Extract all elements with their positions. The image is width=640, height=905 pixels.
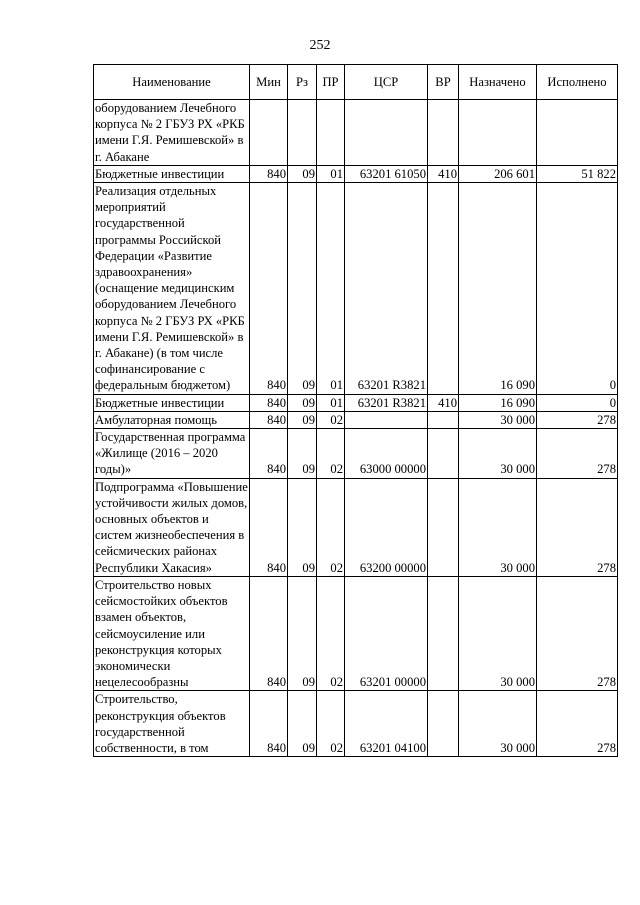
row-csr: 63200 00000 [345,478,428,576]
table-row [94,165,618,182]
row-planned: 30 000 [459,691,537,757]
row-min: 840 [250,429,288,479]
row-pr [317,100,345,166]
row-planned: 206 601 [459,165,537,182]
row-min: 840 [250,576,288,690]
row-min: 840 [250,165,288,182]
row-name: Реализация отдельных мероприятий государственной программы Российской Федерации «Развитие здравоохранения» (оснащение медицинским оборудованием Лечебного корпуса № 2 ГБУЗ РХ «РКБ имени Г.Я. Ремишевской» в г. Абакане) (в том числе софинансирование с федеральным бюджетом) [94,183,250,395]
row-planned: 30 000 [459,429,537,479]
row-rz: 09 [288,478,317,576]
table-row [94,691,618,757]
row-planned: 16 090 [459,183,537,395]
row-executed: 278 [537,411,618,428]
row-csr: 63201 00000 [345,576,428,690]
row-name: Строительство, реконструкция объектов государственной собственности, в том [94,691,250,757]
row-pr: 02 [317,691,345,757]
header-vr: ВР [428,65,459,100]
row-executed: 278 [537,429,618,479]
row-vr [428,183,459,395]
row-vr [428,576,459,690]
row-vr [428,100,459,166]
row-min: 840 [250,691,288,757]
row-executed: 51 822 [537,165,618,182]
row-vr [428,411,459,428]
row-executed: 0 [537,394,618,411]
row-rz: 09 [288,165,317,182]
row-executed: 278 [537,576,618,690]
budget-table [93,64,618,757]
row-name: Строительство новых сейсмостойких объектов взамен объектов, сейсмоусиление или реконструкция которых экономически нецелесообразны [94,576,250,690]
row-min [250,100,288,166]
header-pr: ПР [317,65,345,100]
row-vr [428,478,459,576]
page-number: 252 [309,38,331,53]
row-rz: 09 [288,429,317,479]
row-name: Подпрограмма «Повышение устойчивости жилых домов, основных объектов и систем жизнеобеспечения в сейсмических районах Республики Хакасия» [95,479,248,575]
row-pr: 02 [317,478,345,576]
row-csr: 63000 00000 [345,429,428,479]
row-pr: 02 [317,411,345,428]
table-header-row [94,65,618,100]
header-planned: Назначено [459,65,537,100]
row-executed: 278 [537,478,618,576]
row-name: Амбулаторная помощь [94,411,250,428]
row-min: 840 [250,478,288,576]
row-vr: 410 [428,165,459,182]
table-row [94,100,618,166]
row-vr [428,691,459,757]
row-executed: 278 [537,691,618,757]
row-planned: 30 000 [459,411,537,428]
row-vr: 410 [428,394,459,411]
row-pr: 01 [317,394,345,411]
row-planned: 30 000 [459,576,537,690]
row-min: 840 [250,411,288,428]
row-csr [345,100,428,166]
row-rz: 09 [288,691,317,757]
row-pr: 01 [317,165,345,182]
row-pr: 02 [317,429,345,479]
header-rz: Рз [288,65,317,100]
table-row [94,411,618,428]
row-rz [288,100,317,166]
table-row [94,478,618,576]
table-row [94,394,618,411]
row-rz: 09 [288,576,317,690]
row-executed [537,100,618,166]
row-csr [345,411,428,428]
row-planned: 30 000 [459,478,537,576]
row-pr: 01 [317,183,345,395]
row-rz: 09 [288,394,317,411]
row-csr: 63201 61050 [345,165,428,182]
row-rz: 09 [288,183,317,395]
header-csr: ЦСР [345,65,428,100]
row-pr: 02 [317,576,345,690]
row-executed: 0 [537,183,618,395]
header-name: Наименование [94,65,250,100]
row-name: Бюджетные инвестиции [94,394,250,411]
row-rz: 09 [288,411,317,428]
row-min: 840 [250,394,288,411]
row-min: 840 [250,183,288,395]
row-csr: 63201 R3821 [345,183,428,395]
row-csr: 63201 R3821 [345,394,428,411]
table-row [94,183,618,395]
header-executed: Исполнено [537,65,618,100]
row-name: оборудованием Лечебного корпуса № 2 ГБУЗ РХ «РКБ имени Г.Я. Ремишевской» в г. Абакане [94,100,250,166]
row-planned: 16 090 [459,394,537,411]
row-planned [459,100,537,166]
table-row [94,576,618,690]
row-csr: 63201 04100 [345,691,428,757]
row-name: Государственная программа «Жилище (2016 – 2020 годы)» [94,429,250,479]
row-vr [428,429,459,479]
table-row [94,429,618,479]
row-name: Бюджетные инвестиции [94,165,250,182]
header-min: Мин [250,65,288,100]
